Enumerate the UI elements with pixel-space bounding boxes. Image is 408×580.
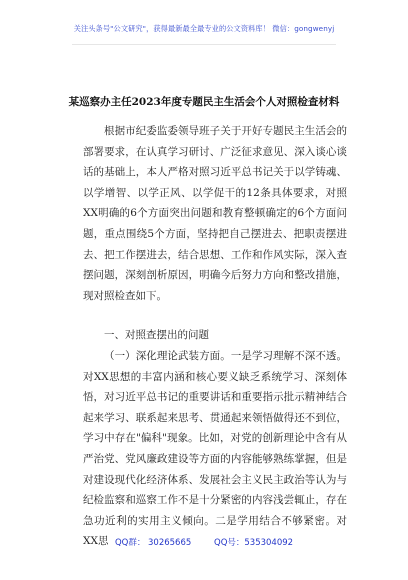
- document-title: 某巡察办主任2023年度专题民主生活会个人对照检查材料: [68, 96, 340, 108]
- header-divider: [72, 44, 336, 45]
- intro-paragraph: 根据市纪委监委领导班子关于开好专题民主生活会的部署要求，在认真学习研讨、广泛征求意见、深入谈心谈话的基础上，本人严格对照习近平总书记关于以学铸魂、以学增智、以学正风、以学促干的12条具体要求，对照XX明确的6个方面突出问题和教育整顿确定的6个方面问题，重点围绕5个方面，坚持把自己摆进去、把职责摆进去、把工作摆进去，结合思想、工作和作风实际，深入查摆问题，深刻剖析原因，明确今后努力方向和整改措施，现对照检查如下。: [83, 125, 347, 302]
- header-banner: 关注头条号"公文研究"，获得最新最全最专业的公文资料库！ 微信：gongwenyj: [73, 24, 335, 33]
- section-heading: 一、对照查摆出的问题: [104, 329, 209, 341]
- footer-contacts: [0, 536, 408, 548]
- footer-qq-group: QQ群： 30265665: [114, 538, 192, 548]
- footer-qq-number: QQ号：535304092: [214, 538, 294, 548]
- section-paragraph: （一）深化理论武装方面。一是学习理解不深不透。对XX思想的丰富内涵和核心要义缺乏系统学习、深刻体悟，对习近平总书记的重要讲话和重要指示批示精神结合起来学习、联系起来思考、贯通起来领悟做得还不到位，学习中存在"偏科"现象。比如，对党的创新理论中含有从严治党、党风廉政建设等方面的内容能够熟练掌握，但是对建设现代化经济体系、发展社会主义民主政治等认为与纪检监察和巡察工作不是十分紧密的内容浅尝辄止，存在急功近利的实用主义倾向。二是学用结合不够紧密。对XX思: [83, 350, 347, 548]
